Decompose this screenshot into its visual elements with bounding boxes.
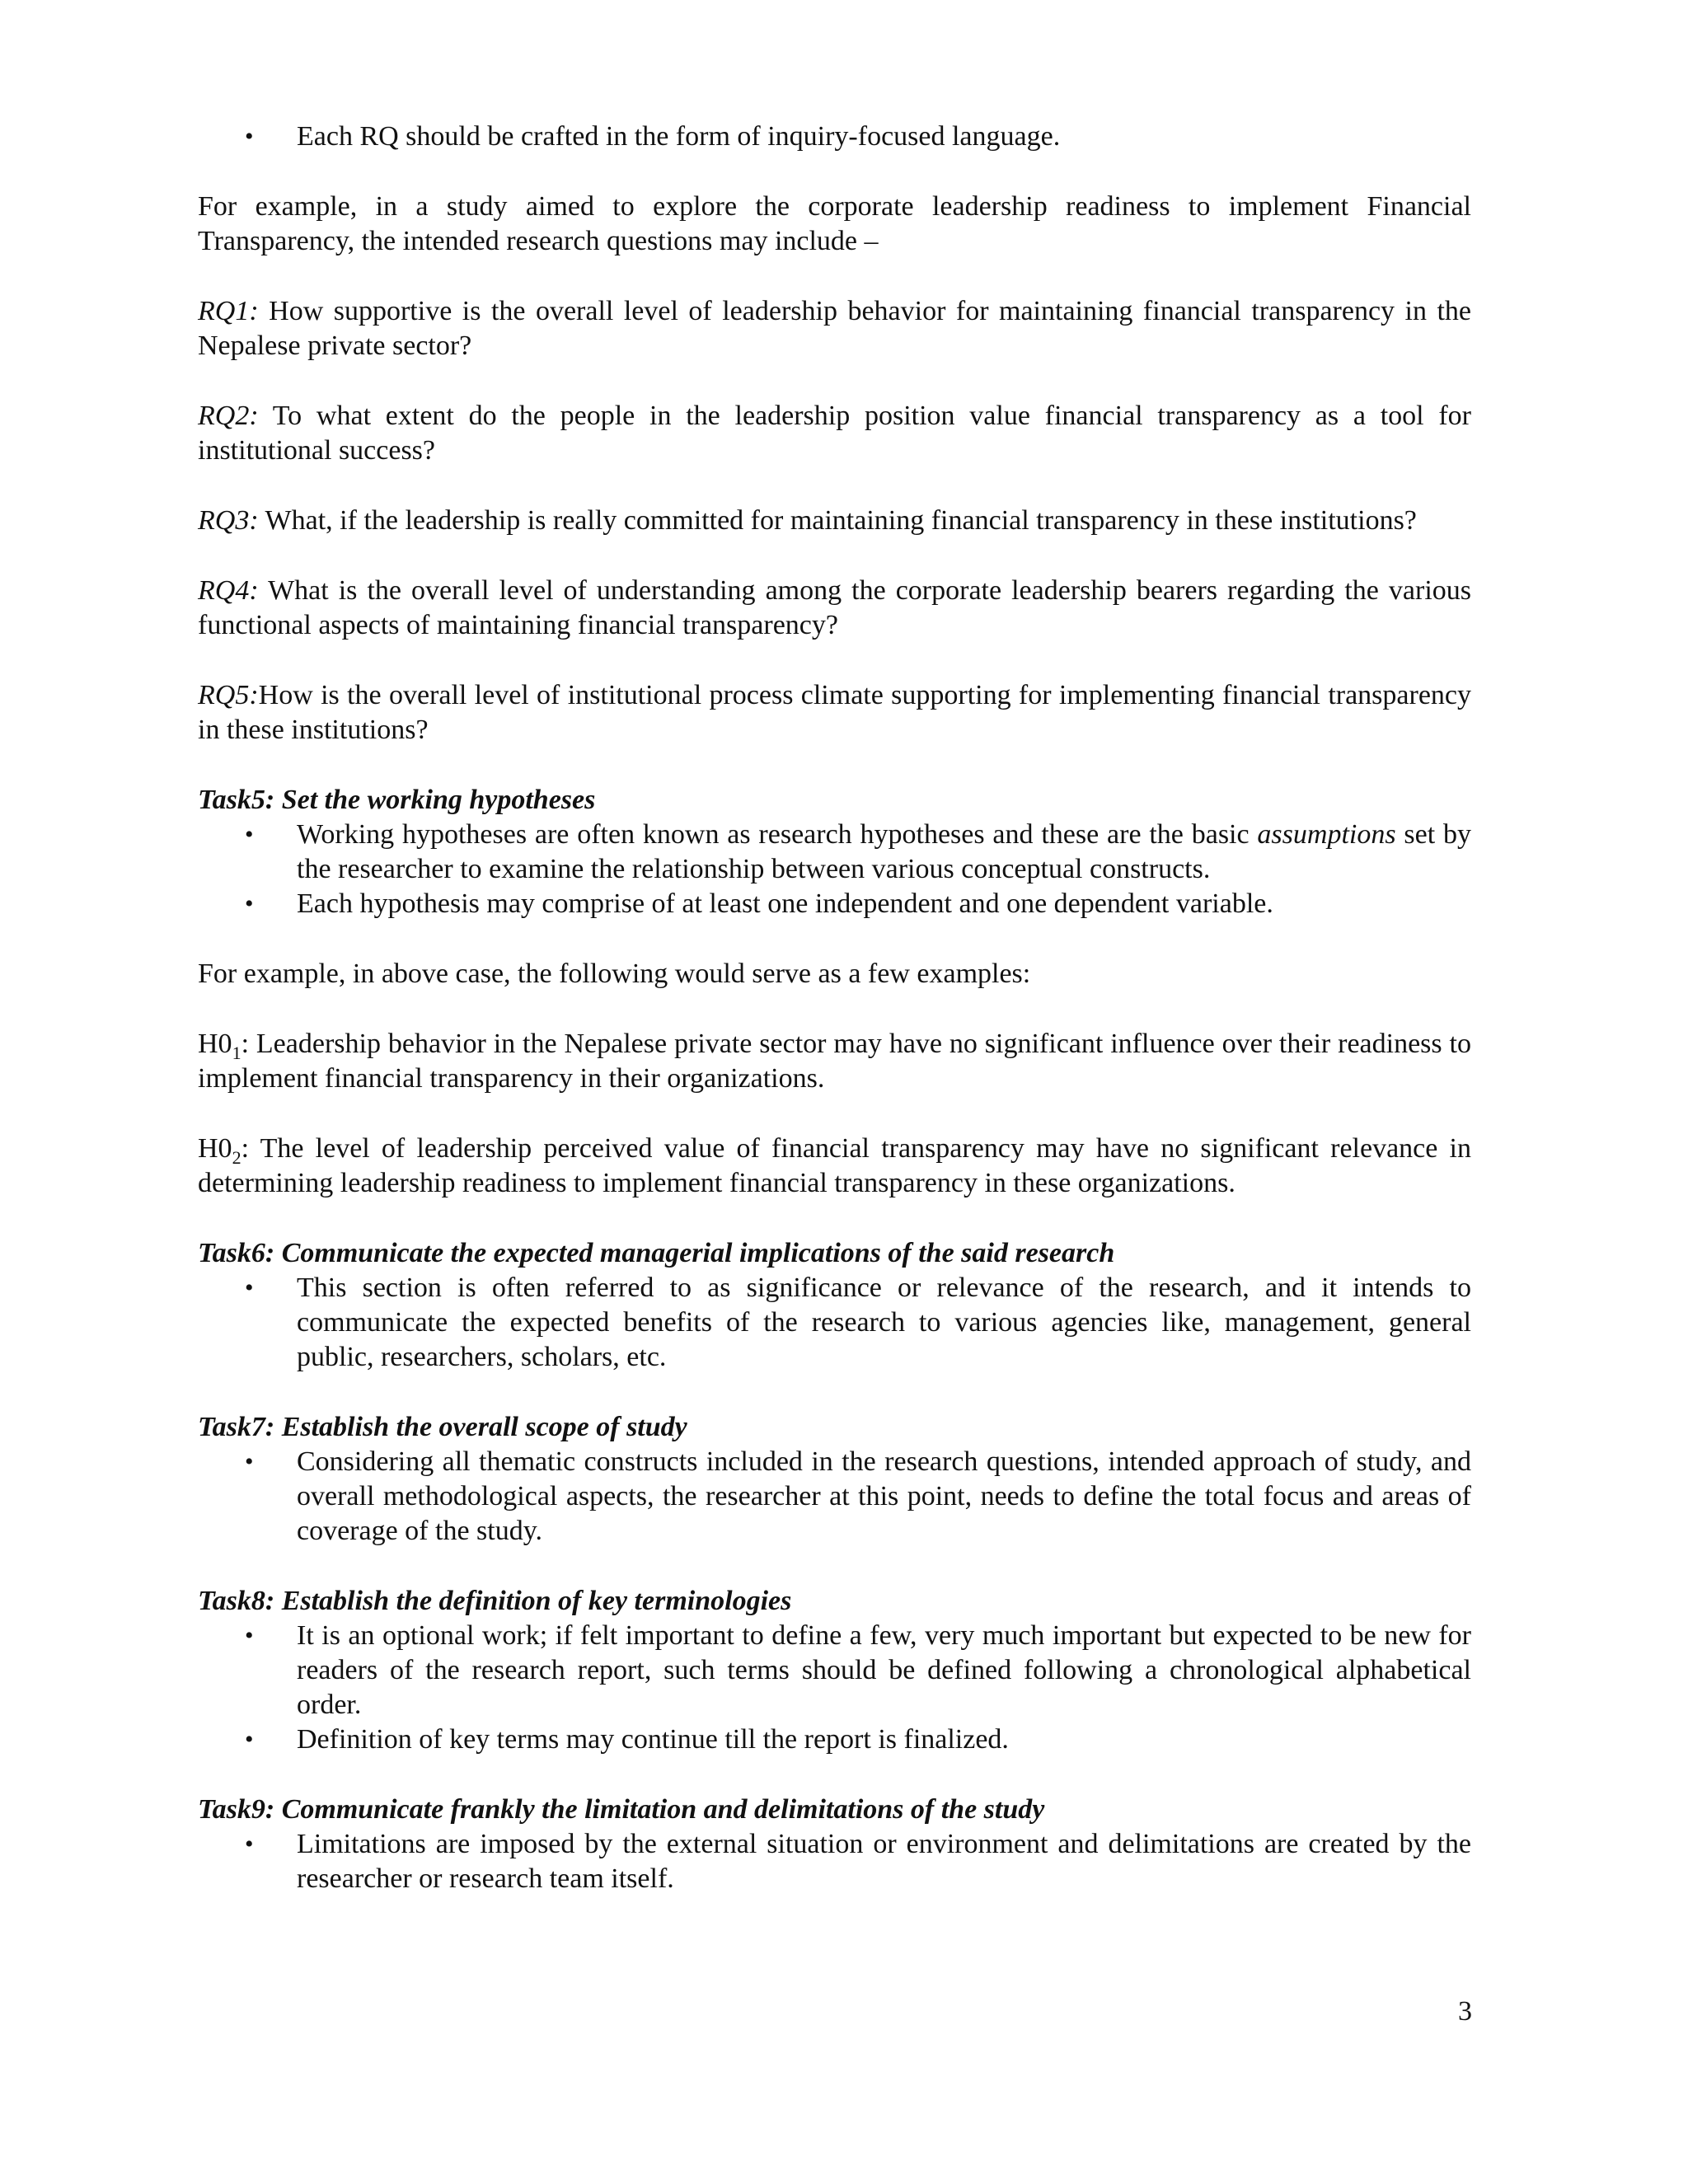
task7-heading: Task7: Establish the overall scope of study — [198, 1412, 687, 1442]
task6-heading: Task6: Communicate the expected managerial implications of the said research — [198, 1238, 1115, 1268]
list-item: • Each RQ should be crafted in the form of inquiry-focused language. — [198, 120, 1471, 154]
list-item: • Each hypothesis may comprise of at least one independent and one dependent variable. — [198, 887, 1471, 921]
bullet-list — [198, 1445, 1471, 1549]
page-number: 3 — [1458, 1996, 1472, 2027]
bullet-icon: • — [245, 821, 254, 848]
bullet-icon: • — [245, 123, 254, 150]
task9-section — [198, 1793, 1471, 1896]
list-item: • This section is often referred to as significance or relevance of the research, and it intends to communicate the expected benefits of the research to various agencies like, management, general public, researchers, scholars, etc. — [245, 1272, 1471, 1372]
bullet-icon: • — [245, 1830, 254, 1858]
task8-heading: Task8: Establish the definition of key terminologies — [198, 1586, 792, 1616]
hypothesis-2: $H0_2$: The level of leadership perceived value of financial transparency may have no significant relevance in determining leadership readiness to implement financial transparency in these organizations. — [198, 1133, 1471, 1198]
bullet-list — [198, 1271, 1471, 1375]
hypotheses-intro: For example, in above case, the following would serve as a few examples: — [198, 958, 1031, 989]
research-question-4: RQ4: What is the overall level of understanding among the corporate leadership bearers regarding the various functional aspects of maintaining financial transparency? — [198, 575, 1471, 640]
task8-section — [198, 1584, 1471, 1757]
research-question-3: RQ3: What, if the leadership is really committed for maintaining financial transparency in these institutions? — [198, 505, 1417, 536]
hypothesis-1: $H0_1$: Leadership behavior in the Nepalese private sector may have no significant influence over their readiness to implement financial transparency in their organizations. — [198, 1029, 1471, 1094]
bullet-icon: • — [245, 1274, 254, 1301]
bullet-list — [198, 120, 1471, 154]
bullet-icon: • — [245, 1622, 254, 1649]
bullet-list — [198, 1619, 1471, 1757]
bullet-icon: • — [245, 1726, 254, 1753]
document-page — [198, 120, 1471, 1932]
task7-section — [198, 1410, 1471, 1549]
list-item: • It is an optional work; if felt important to define a few, very much important but expected to be new for readers of the research report, such terms should be defined following a chronological alphabetical order. — [245, 1620, 1471, 1720]
research-question-2: RQ2: To what extent do the people in the leadership position value financial transparency as a tool for institutional success? — [198, 401, 1471, 466]
bullet-icon: • — [245, 1448, 254, 1475]
intro-paragraph: For example, in a study aimed to explore the corporate leadership readiness to implement Financial Transparency, the intended research questions may include – — [198, 191, 1471, 256]
bullet-icon: • — [245, 890, 254, 917]
task9-heading: Task9: Communicate frankly the limitation and delimitations of the study — [198, 1794, 1045, 1825]
list-item: • Working hypotheses are often known as research hypotheses and these are the basic assumptions set by the researcher to examine the relationship between various conceptual constructs. — [245, 819, 1471, 884]
list-item: • Considering all thematic constructs included in the research questions, intended approach of study, and overall methodological aspects, the researcher at this point, needs to define the total focus and areas of coverage of the study. — [245, 1446, 1471, 1546]
task5-heading: Task5: Set the working hypotheses — [198, 785, 596, 815]
task6-section — [198, 1236, 1471, 1375]
list-item: • Definition of key terms may continue till the report is finalized. — [198, 1722, 1471, 1757]
list-item: • Limitations are imposed by the external situation or environment and delimitations are created by the researcher or research team itself. — [245, 1829, 1471, 1894]
bullet-list — [198, 818, 1471, 921]
research-question-1: RQ1: How supportive is the overall level of leadership behavior for maintaining financial transparency in the Nepalese private sector? — [198, 296, 1471, 361]
task5-section — [198, 783, 1471, 921]
bullet-list — [198, 1827, 1471, 1896]
research-question-5: RQ5:How is the overall level of institutional process climate supporting for implementing financial transparency in these institutions? — [198, 680, 1471, 745]
